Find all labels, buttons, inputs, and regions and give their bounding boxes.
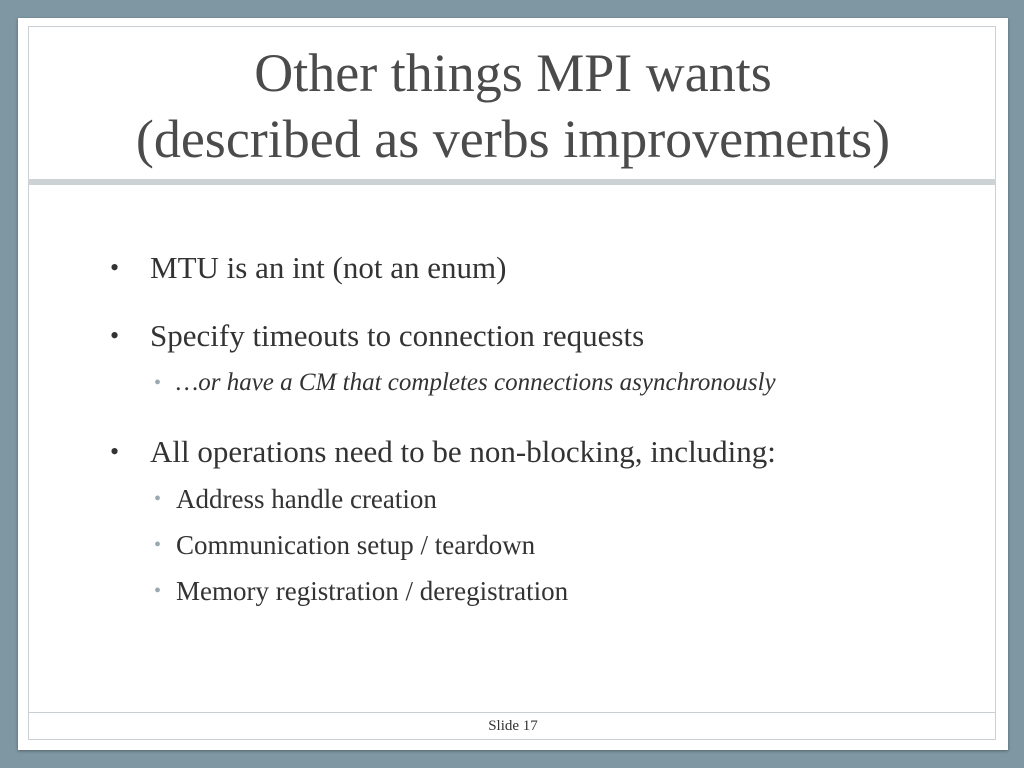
title-line-2: (described as verbs improvements) [135,109,891,169]
sub-bullet-text: …or have a CM that completes connections asynchronously [176,369,776,396]
sub-bullet-text: Communication setup / teardown [176,530,536,560]
bullet-text: MTU is an int (not an enum) [150,250,507,285]
sub-bullet-icon: • [154,372,162,394]
sub-bullet-icon: • [154,534,162,556]
bullet-text: Specify timeouts to connection requests [150,318,645,353]
bullet-icon: • [110,321,120,350]
slide [18,18,1008,750]
title-line-1: Other things MPI wants [254,43,772,103]
slide-body [18,18,1008,750]
bullet-text: All operations need to be non-blocking, including: [150,434,776,469]
slide-number: Slide 17 [488,718,538,734]
bullet-icon: • [110,253,120,282]
sub-bullet-icon: • [154,488,162,510]
footer-divider [28,712,996,713]
bullet-icon: • [110,437,120,466]
sub-bullet-text: Address handle creation [176,484,437,514]
sub-bullet-text: Memory registration / deregistration [176,576,569,606]
sub-bullet-icon: • [154,580,162,602]
